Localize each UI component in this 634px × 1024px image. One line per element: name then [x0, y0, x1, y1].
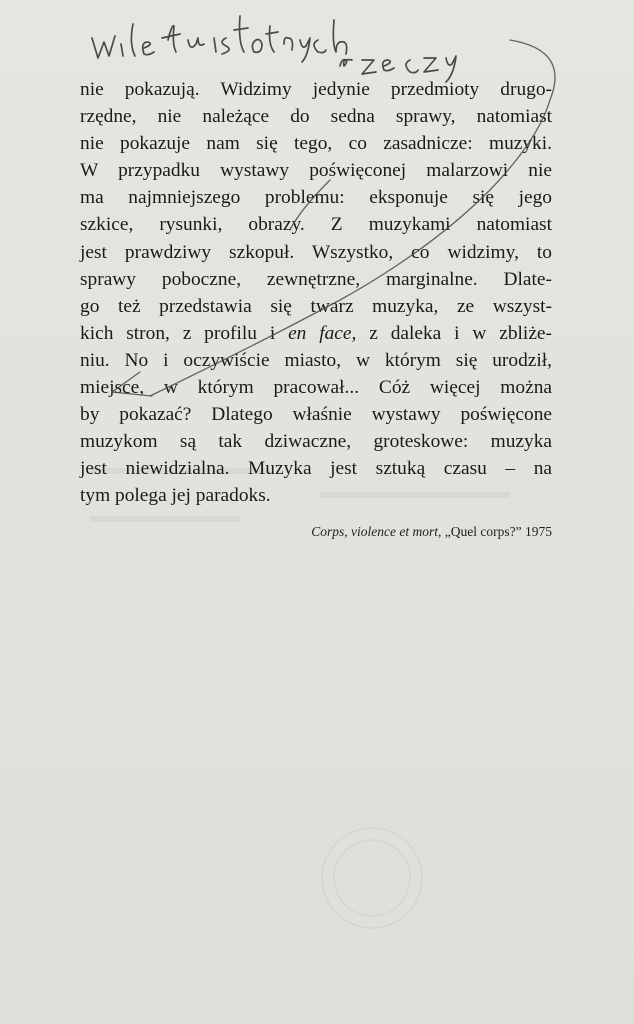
italic-phrase: en face, — [288, 322, 357, 344]
body-text — [80, 76, 552, 510]
text-line: tym polega jej paradoks. — [80, 485, 271, 507]
text-line: miejsce, w którym pracował... Cóż więcej można — [80, 377, 552, 399]
text-line: jest niewidzialna. Muzyka jest sztuką czasu – na — [80, 458, 552, 480]
citation-rest: „Quel corps?” 1975 — [441, 524, 552, 539]
text-line: W przypadku wystawy poświęconej malarzowi nie — [80, 160, 552, 182]
text-line: szkice, rysunki, obrazy. Z muzykami natomiast — [80, 214, 552, 236]
text-line: rzędne, nie należące do sedna sprawy, natomiast — [80, 106, 552, 128]
citation-title: Corps, violence et mort, — [311, 524, 442, 539]
handwritten-note — [92, 16, 456, 82]
text-line: nie pokazuje nam się tego, co zasadnicze: muzyki. — [80, 133, 552, 155]
text-line: by pokazać? Dlatego właśnie wystawy poświęcone — [80, 404, 552, 426]
text-run: kich stron, z profilu i — [80, 322, 289, 344]
text-line: go też przedstawia się twarz muzyka, ze wszyst- — [80, 295, 552, 317]
source-citation — [80, 524, 552, 540]
text-run: z daleka i w zbliże- — [356, 322, 552, 344]
text-line: jest prawdziwy szkopuł. Wszystko, co widzimy, to — [80, 241, 552, 263]
text-line: muzykom są tak dziwaczne, groteskowe: muzyka — [80, 431, 552, 453]
text-line: sprawy poboczne, zewnętrzne, marginalne. Dlate- — [80, 268, 552, 290]
text-line: nie pokazują. Widzimy jedynie przedmioty drugo- — [80, 79, 552, 100]
text-line: ma najmniejszego problemu: eksponuje się jego — [80, 187, 552, 209]
text-line: niu. No i oczywiście miasto, w którym się urodził, — [80, 349, 552, 371]
text-line — [80, 320, 552, 347]
